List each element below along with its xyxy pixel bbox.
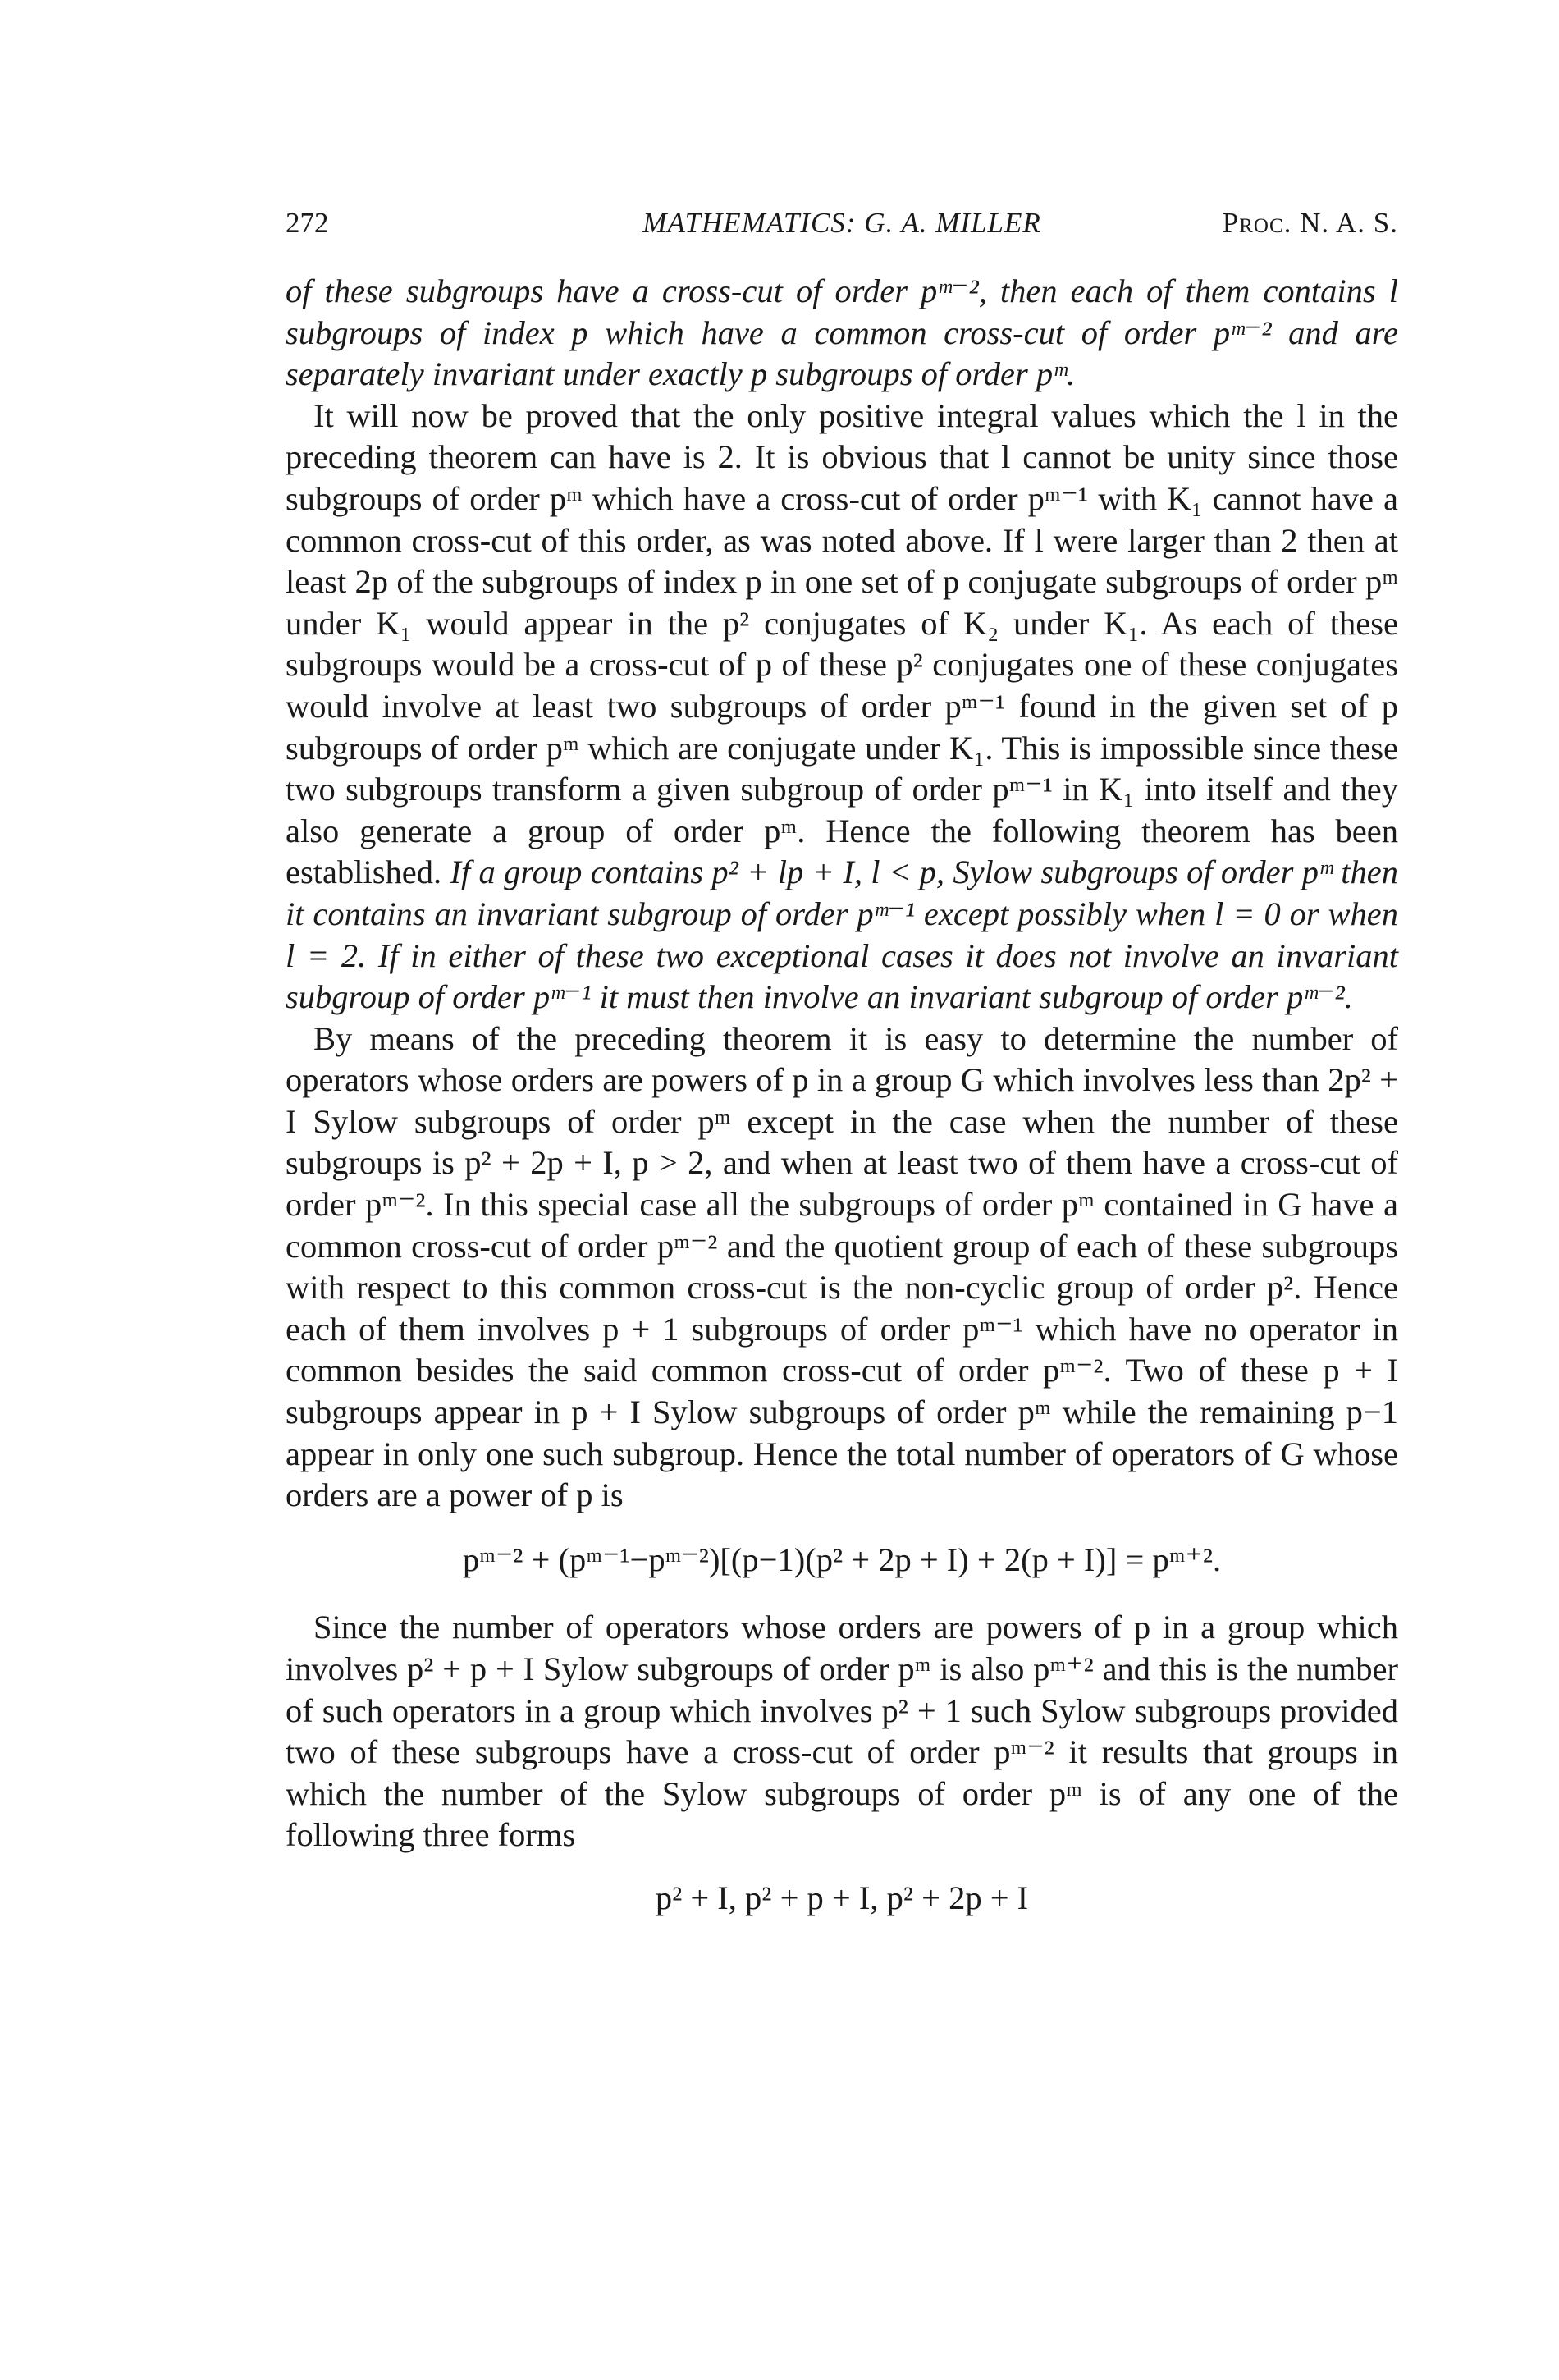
page-number: 272 (286, 207, 329, 239)
operator-count-paragraph: By means of the preceding theorem it is easy to determine the number of operators whose orders are powers of p in a group G which involves less than 2p² + I Sylow subgroups of order pᵐ except in the case when the number of these subgroups is p² + 2p + I, p > 2, and when at least two of them have a cross-cut of order pᵐ⁻². In this special case all the subgroups of order pᵐ contained in G have a common cross-cut of order pᵐ⁻² and the quotient group of each of these subgroups with respect to this common cross-cut is the non-cyclic group of order p². Hence each of them involves p + 1 subgroups of order pᵐ⁻¹ which have no operator in common besides the said common cross-cut of order pᵐ⁻². Two of these p + I subgroups appear in p + I Sylow subgroups of order pᵐ while the remaining p−1 appear in only one such subgroup. Hence the total number of operators of G whose orders are a power of p is (286, 1019, 1398, 1514)
running-title: MATHEMATICS: G. A. MILLER (642, 207, 1041, 239)
journal-name: Proc. N. A. S. (1222, 207, 1398, 239)
proof-paragraph (286, 396, 1398, 1018)
proof-text: It will now be proved that the only positive integral values which the l in the preceding theorem can have is 2. It is obvious that l cannot be unity since those subgroups of order pᵐ which have a cross-cut of order pᵐ⁻¹ with K₁ cannot have a common cross-cut of this order, as was noted above. If l were larger than 2 then at least 2p of the subgroups of index p in one set of p conjugate subgroups of order pᵐ under K₁ would appear in the p² conjugates of K₂ under K₁. As each of these subgroups would be a cross-cut of p of these p² conjugates one of these conjugates would involve at least two subgroups of order pᵐ⁻¹ found in the given set of p subgroups of order pᵐ which are conjugate under K₁. This is impossible since these two subgroups transform a given subgroup of order pᵐ⁻¹ in K₁ into itself and they also generate a group of order pᵐ. Hence the following theorem has been established. (286, 396, 1398, 891)
sylow-forms-paragraph: Since the number of operators whose orders are powers of p in a group which involves p² + p + I Sylow subgroups of order pᵐ is also pᵐ⁺² and this is the number of such operators in a group which involves p² + 1 such Sylow subgroups provided two of these subgroups have a cross-cut of order pᵐ⁻² it results that groups in which the number of the Sylow subgroups of order pᵐ is of any one of the following three forms (286, 1609, 1398, 1854)
equation-operator-count: pᵐ⁻² + (pᵐ⁻¹−pᵐ⁻²)[(p−1)(p² + 2p + I) + 2(p + I)] = pᵐ⁺². (462, 1540, 1222, 1578)
body-text (286, 271, 1398, 1920)
theorem-continuation: of these subgroups have a cross-cut of order pᵐ⁻², then each of them contains l subgroups of index p which have a common cross-cut of order pᵐ⁻² and are separately invariant under exactly p subgroups of order pᵐ. (286, 272, 1398, 393)
theorem-statement: If a group contains p² + lp + I, l < p, Sylow subgroups of order pᵐ then it contains an invariant subgroup of order pᵐ⁻¹ except possibly when l = 0 or when l = 2. If in either of these two exceptional cases it does not involve an invariant subgroup of order pᵐ⁻¹ it must then involve an invariant subgroup of order pᵐ⁻². (286, 854, 1398, 1016)
running-header (286, 207, 1398, 249)
equation-three-forms: p² + I, p² + p + I, p² + 2p + I (655, 1879, 1029, 1916)
